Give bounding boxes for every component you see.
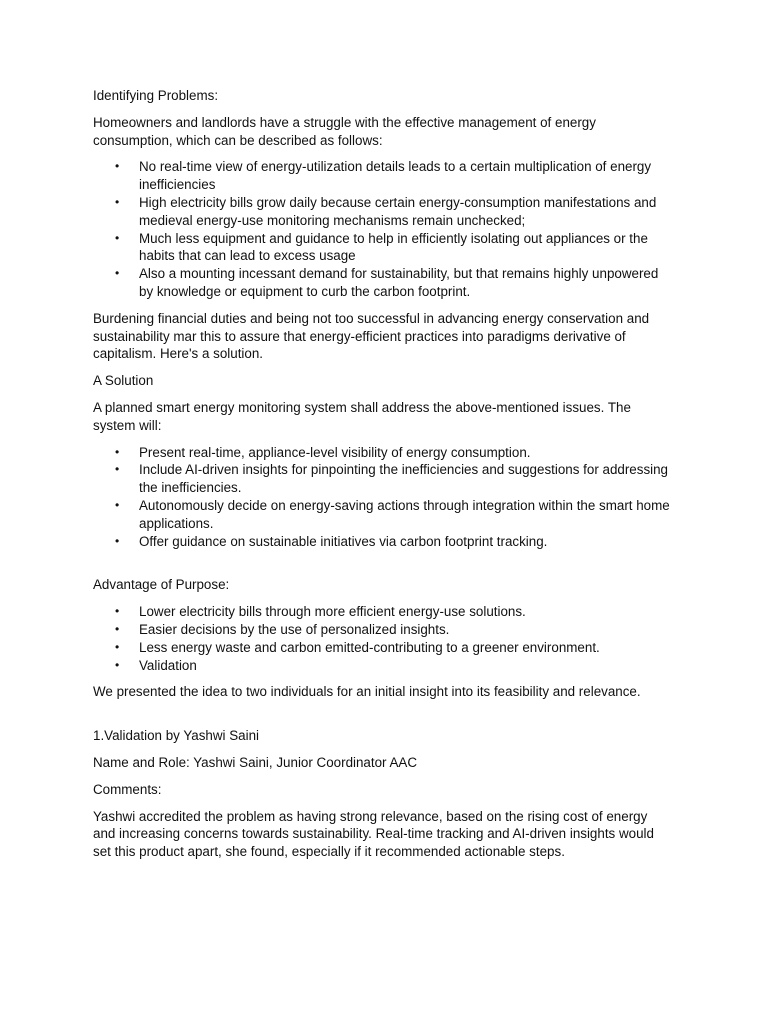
list-item: • No real-time view of energy-utilization details leads to a certain multiplication of energy inefficiencies [115, 159, 652, 193]
bullet-icon: • [115, 639, 120, 654]
bullet-icon: • [115, 444, 120, 459]
bullet-icon: • [115, 657, 120, 672]
list-item: • High electricity bills grow daily because certain energy-consumption manifestations and medieval energy-use monitoring mechanisms remain unchecked; [115, 194, 657, 228]
heading-identifying-problems: Identifying Problems: [93, 88, 219, 103]
bullet-icon: • [115, 159, 120, 174]
problems-intro: Homeowners and landlords have a struggle with the effective management of energy consumption, which can be described as follows: [93, 114, 596, 148]
list-item: • Offer guidance on sustainable initiatives via carbon footprint tracking. [115, 533, 548, 549]
list-item: • Also a mounting incessant demand for sustainability, but that remains highly unpowered by knowledge or equipment to curb the carbon footprint. [115, 266, 659, 299]
heading-solution: A Solution [93, 373, 154, 389]
validator-name-role: Name and Role: Yashwi Saini, Junior Coordinator AAC [93, 754, 418, 770]
advantages-list [93, 603, 673, 674]
document-page [93, 87, 673, 870]
solutions-list [93, 444, 673, 551]
list-item: • Present real-time, appliance-level visibility of energy consumption. [115, 444, 531, 460]
list-item: • Include AI-driven insights for pinpointing the inefficiencies and suggestions for addressing the inefficiencies. [115, 462, 669, 496]
bullet-icon: • [115, 230, 120, 245]
bullet-icon: • [115, 194, 120, 209]
bullet-icon: • [115, 266, 120, 281]
problems-conclusion: Burdening financial duties and being not too successful in advancing energy conservation and sustainability mar this to assure that energy-efficient practices into paradigms derivative of capitalism. Here's a solution. [93, 310, 650, 362]
bullet-icon: • [115, 621, 120, 636]
list-item: • Lower electricity bills through more efficient energy-use solutions. [115, 604, 526, 620]
solution-intro: A planned smart energy monitoring system shall address the above-mentioned issues. The system will: [93, 399, 631, 433]
validation-heading: 1.Validation by Yashwi Saini [93, 728, 259, 744]
comments-label: Comments: [93, 781, 162, 797]
bullet-icon: • [115, 462, 120, 477]
list-item: • Autonomously decide on energy-saving actions through integration within the smart home applications. [115, 497, 670, 531]
list-item: • Validation [115, 657, 197, 673]
validation-intro: We presented the idea to two individuals for an initial insight into its feasibility and relevance. [93, 684, 641, 700]
bullet-icon: • [115, 604, 120, 619]
list-item: • Less energy waste and carbon emitted-contributing to a greener environment. [115, 639, 600, 655]
bullet-icon: • [115, 533, 120, 548]
list-item: • Much less equipment and guidance to help in efficiently isolating out appliances or the habits that can lead to excess usage [115, 230, 648, 264]
problems-list [93, 158, 673, 300]
comments-text: Yashwi accredited the problem as having strong relevance, based on the rising cost of energy and increasing concerns towards sustainability. Real-time tracking and AI-driven insights would set this product apart, she found, especially if it recommended actionable steps. [93, 808, 654, 860]
bullet-icon: • [115, 497, 120, 512]
heading-advantage: Advantage of Purpose: [93, 577, 230, 593]
list-item: • Easier decisions by the use of personalized insights. [115, 621, 450, 637]
